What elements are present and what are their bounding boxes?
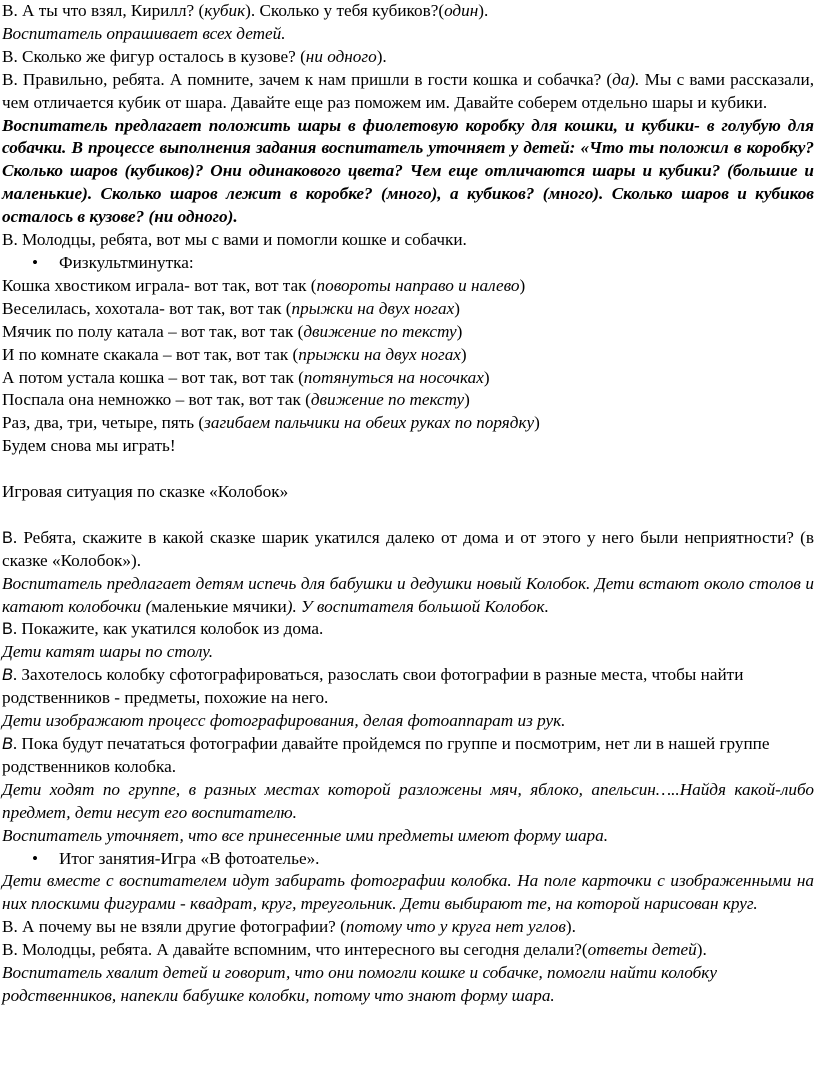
dialogue-paragraph: В. Пока будут печататься фотографии давайте пройдемся по группе и посмотрим, нет ли в нашей группе родственников колобка. <box>2 733 770 776</box>
dialogue-line: В. Покажите, как укатился колобок из дома. <box>2 619 324 639</box>
poem-line: Веселилась, хохотала- вот так, вот так (прыжки на двух ногах) <box>2 298 460 318</box>
poem-line: Мячик по полу катала – вот так, вот так (движение по тексту) <box>2 321 463 341</box>
poem-line: А потом устала кошка – вот так, вот так (потянуться на носочках) <box>2 367 490 387</box>
teacher-note: Дети вместе с воспитателем идут забирать фотографии колобка. На поле карточки с изображенными на них плоскими фигурами - квадрат, круг, треугольник. Дети выбирают те, на которой нарисован круг. <box>2 871 814 914</box>
bullet-item: • Итог занятия-Игра «В фотоателье». <box>2 848 814 871</box>
poem-line: И по комнате скакала – вот так, вот так (прыжки на двух ногах) <box>2 344 467 364</box>
dialogue-line: В. Молодцы, ребята, вот мы с вами и помогли кошке и собачки. <box>2 230 467 250</box>
poem-line: Раз, два, три, четыре, пять (загибаем пальчики на обеих руках по порядку) <box>2 413 540 433</box>
bullet-item: • Физкультминутка: <box>2 252 814 275</box>
teacher-note: Дети катят шары по столу. <box>2 642 214 662</box>
dialogue-line: В. А ты что взял, Кирилл? (кубик). Сколько у тебя кубиков?(один). <box>2 1 489 20</box>
dialogue-line: В. А почему вы не взяли другие фотографии? (потому что у круга нет углов). <box>2 917 576 937</box>
teacher-note: Воспитатель уточняет, что все принесенные ими предметы имеют форму шара. <box>2 825 609 845</box>
dialogue-paragraph: В. Ребята, скажите в какой сказке шарик укатился далеко от дома и от этого у него были неприятности? (в сказке «Колобок»). <box>2 527 814 570</box>
dialogue-line: В. Молодцы, ребята. А давайте вспомним, что интересного вы сегодня делали?(ответы детей). <box>2 940 707 960</box>
teacher-note: Воспитатель хвалит детей и говорит, что они помогли кошке и собачке, помогли найти колобку родственников, напекли бабушке колобки, потому что знают форму шара. <box>2 963 717 1005</box>
dialogue-paragraph: В. Правильно, ребята. А помните, зачем к нам пришли в гости кошка и собачка? (да). Мы с вами рассказали, чем отличается кубик от шара. Давайте еще раз поможем им. Давайте соберем отдельно шары и кубики. <box>2 69 815 112</box>
poem-line: Будем снова мы играть! <box>2 436 176 456</box>
dialogue-paragraph: В. Захотелось колобку сфотографироваться, разослать свои фотографии в разные места, чтобы найти родственников - предметы, похожие на него. <box>2 665 744 708</box>
spacer <box>2 458 814 481</box>
bullet-icon: • <box>32 848 39 868</box>
dialogue-line: В. Сколько же фигур осталось в кузове? (ни одного). <box>2 46 387 66</box>
bullet-icon: • <box>32 252 39 272</box>
teacher-note: Воспитатель предлагает положить шары в фиолетовую коробку для кошки, и кубики- в голубую для собачки. В процессе выполнения задания воспитатель уточняет у детей: «Что ты положил в коробку? Сколько шаров (кубиков)? Они одинакового цвета? Чем еще отличаются шары и кубики? (большие и маленькие). Сколько шаров лежит в коробке? (много), а кубиков? (много). Сколько шаров и кубиков осталось в кузове? (ни одного). <box>2 115 814 227</box>
poem <box>2 275 814 458</box>
teacher-note: Воспитатель опрашивает всех детей. <box>2 23 286 43</box>
spacer <box>2 504 814 527</box>
teacher-note: Дети ходят по группе, в разных местах которой разложены мяч, яблоко, апельсин…..Найдя какой-либо предмет, дети несут его воспитателю. <box>2 779 814 822</box>
poem-line: Кошка хвостиком играла- вот так, вот так (повороты направо и налево) <box>2 275 526 295</box>
poem-line: Поспала она немножко – вот так, вот так (движение по тексту) <box>2 390 470 410</box>
teacher-note: Дети изображают процесс фотографирования, делая фотоаппарат из рук. <box>2 711 566 731</box>
teacher-note: Воспитатель предлагает детям испечь для бабушки и дедушки новый Колобок. Дети встают около столов и катают колобочки (маленькие мячики). У воспитателя большой Колобок. <box>2 573 814 616</box>
section-heading: Игровая ситуация по сказке «Колобок» <box>2 482 289 502</box>
